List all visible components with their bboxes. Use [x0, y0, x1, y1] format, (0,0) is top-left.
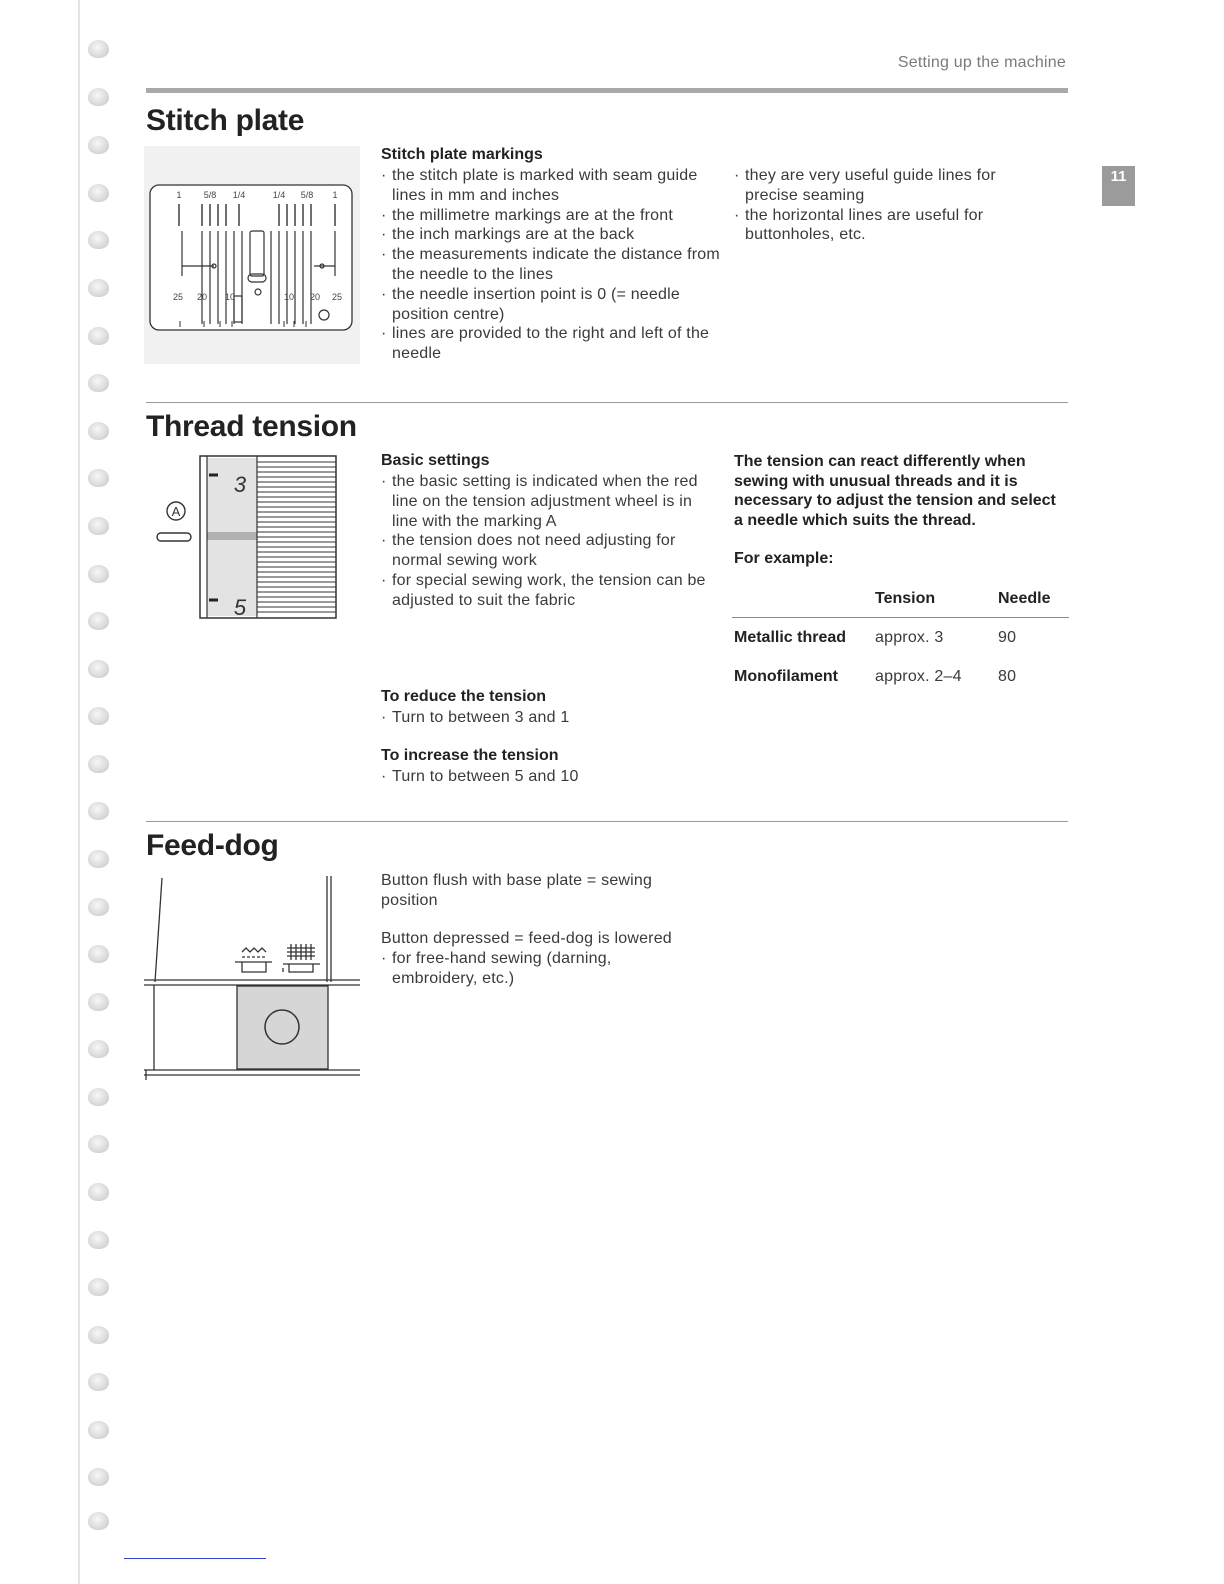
- punch-hole: [88, 1468, 109, 1486]
- punch-hole: [88, 469, 109, 487]
- punch-hole: [88, 1040, 109, 1058]
- inch-label: 1: [176, 190, 182, 200]
- stitch-plate-bullets-left: [381, 166, 721, 364]
- list-item: · Turn to between 5 and 10: [381, 767, 701, 787]
- list-item: · the horizontal lines are useful for buttonholes, etc.: [734, 206, 1034, 246]
- reduce-tension-bullets: [381, 708, 701, 728]
- punch-hole: [88, 231, 109, 249]
- bottom-edge-mark: [124, 1558, 266, 1559]
- punch-hole: [88, 850, 109, 868]
- tension-dial-diagram: [150, 452, 346, 622]
- subheading-reduce-tension: To reduce the tension: [381, 688, 547, 705]
- punch-hole: [88, 1512, 109, 1530]
- mm-label: 10: [283, 292, 295, 302]
- punch-hole: [88, 1231, 109, 1249]
- list-item: · they are very useful guide lines for precise seaming: [734, 166, 1034, 206]
- punch-hole: [88, 660, 109, 678]
- list-item: · lines are provided to the right and left of the needle: [381, 324, 721, 364]
- list-item: · the basic setting is indicated when the red line on the tension adjustment wheel is in line with the marking A: [381, 472, 711, 531]
- punch-hole: [88, 1183, 109, 1201]
- table-header-rule: [732, 617, 1069, 618]
- punch-hole: [88, 1135, 109, 1153]
- header-rule: [146, 88, 1068, 93]
- table-row-thread: Monofilament: [734, 668, 838, 685]
- table-cell-needle: 80: [998, 668, 1017, 685]
- dial-number-bottom: 5: [233, 595, 247, 620]
- list-item: · for free-hand sewing (darning, embroidery, etc.): [381, 949, 701, 989]
- list-item: · Turn to between 3 and 1: [381, 708, 701, 728]
- punch-hole: [88, 612, 109, 630]
- punch-hole: [88, 184, 109, 202]
- punch-hole: [88, 422, 109, 440]
- mm-label: 25: [172, 292, 184, 302]
- punch-hole: [88, 1278, 109, 1296]
- mm-label: 10: [224, 292, 236, 302]
- punch-hole: [88, 279, 109, 297]
- page-number-tab: 11: [1102, 166, 1135, 206]
- punch-hole: [88, 374, 109, 392]
- table-header-tension: Tension: [875, 590, 936, 607]
- punch-hole: [88, 517, 109, 535]
- section-title-feed-dog: Feed-dog: [146, 829, 279, 862]
- punch-hole: [88, 707, 109, 725]
- feed-dog-para-2: Button depressed = feed-dog is lowered: [381, 930, 672, 947]
- table-cell-needle: 90: [998, 629, 1017, 646]
- mm-label: 20: [196, 292, 208, 302]
- punch-hole: [88, 88, 109, 106]
- inch-label: 1/4: [232, 190, 246, 200]
- section-title-stitch-plate: Stitch plate: [146, 104, 305, 137]
- feed-dog-diagram: [142, 874, 362, 1084]
- punch-hole: [88, 1326, 109, 1344]
- increase-tension-bullets: [381, 767, 701, 787]
- punch-hole: [88, 1373, 109, 1391]
- feed-dog-bullets: [381, 949, 701, 989]
- stitch-plate-bullets-right: [734, 166, 1034, 245]
- list-item: · for special sewing work, the tension can be adjusted to suit the fabric: [381, 571, 711, 611]
- mm-label: 25: [331, 292, 343, 302]
- example-label: For example:: [734, 550, 834, 567]
- punch-hole: [88, 565, 109, 583]
- punch-hole: [88, 40, 109, 58]
- section-divider: [146, 402, 1068, 403]
- list-item: · the tension does not need adjusting for normal sewing work: [381, 531, 711, 571]
- dial-number-top: 3: [233, 472, 247, 497]
- punch-hole: [88, 755, 109, 773]
- feed-dog-para-1: Button flush with base plate = sewing position: [381, 872, 653, 909]
- mm-label: 20: [309, 292, 321, 302]
- punch-hole: [88, 1088, 109, 1106]
- punch-hole: [88, 802, 109, 820]
- table-cell-tension: approx. 2–4: [875, 668, 962, 685]
- punch-hole: [88, 136, 109, 154]
- list-item: · the millimetre markings are at the front: [381, 206, 721, 226]
- section-title-thread-tension: Thread tension: [146, 410, 357, 443]
- inch-label: 5/8: [300, 190, 314, 200]
- inch-label: 5/8: [203, 190, 217, 200]
- punch-hole: [88, 993, 109, 1011]
- stitch-plate-diagram: [144, 146, 360, 364]
- punch-hole: [88, 1421, 109, 1439]
- binding-edge: [78, 0, 80, 1584]
- punch-hole: [88, 898, 109, 916]
- section-divider: [146, 821, 1068, 822]
- subheading-basic-settings: Basic settings: [381, 452, 490, 469]
- subheading-stitch-plate-markings: Stitch plate markings: [381, 146, 543, 163]
- table-header-needle: Needle: [998, 590, 1051, 607]
- marking-a-label: A: [171, 504, 181, 519]
- basic-settings-bullets: [381, 472, 711, 611]
- list-item: · the inch markings are at the back: [381, 225, 721, 245]
- table-row-thread: Metallic thread: [734, 629, 847, 646]
- punch-hole: [88, 945, 109, 963]
- list-item: · the measurements indicate the distance from the needle to the lines: [381, 245, 721, 285]
- list-item: · the needle insertion point is 0 (= needle position centre): [381, 285, 721, 325]
- inch-label: 1: [332, 190, 338, 200]
- table-cell-tension: approx. 3: [875, 629, 944, 646]
- inch-label: 1/4: [272, 190, 286, 200]
- list-item: · the stitch plate is marked with seam guide lines in mm and inches: [381, 166, 721, 206]
- punch-hole: [88, 327, 109, 345]
- running-header: Setting up the machine: [897, 54, 1066, 71]
- subheading-increase-tension: To increase the tension: [381, 747, 559, 764]
- tension-note: The tension can react differently when sewing with unusual threads and it is necessary to adjust the tension and select a needle which suits the thread.: [734, 453, 1056, 529]
